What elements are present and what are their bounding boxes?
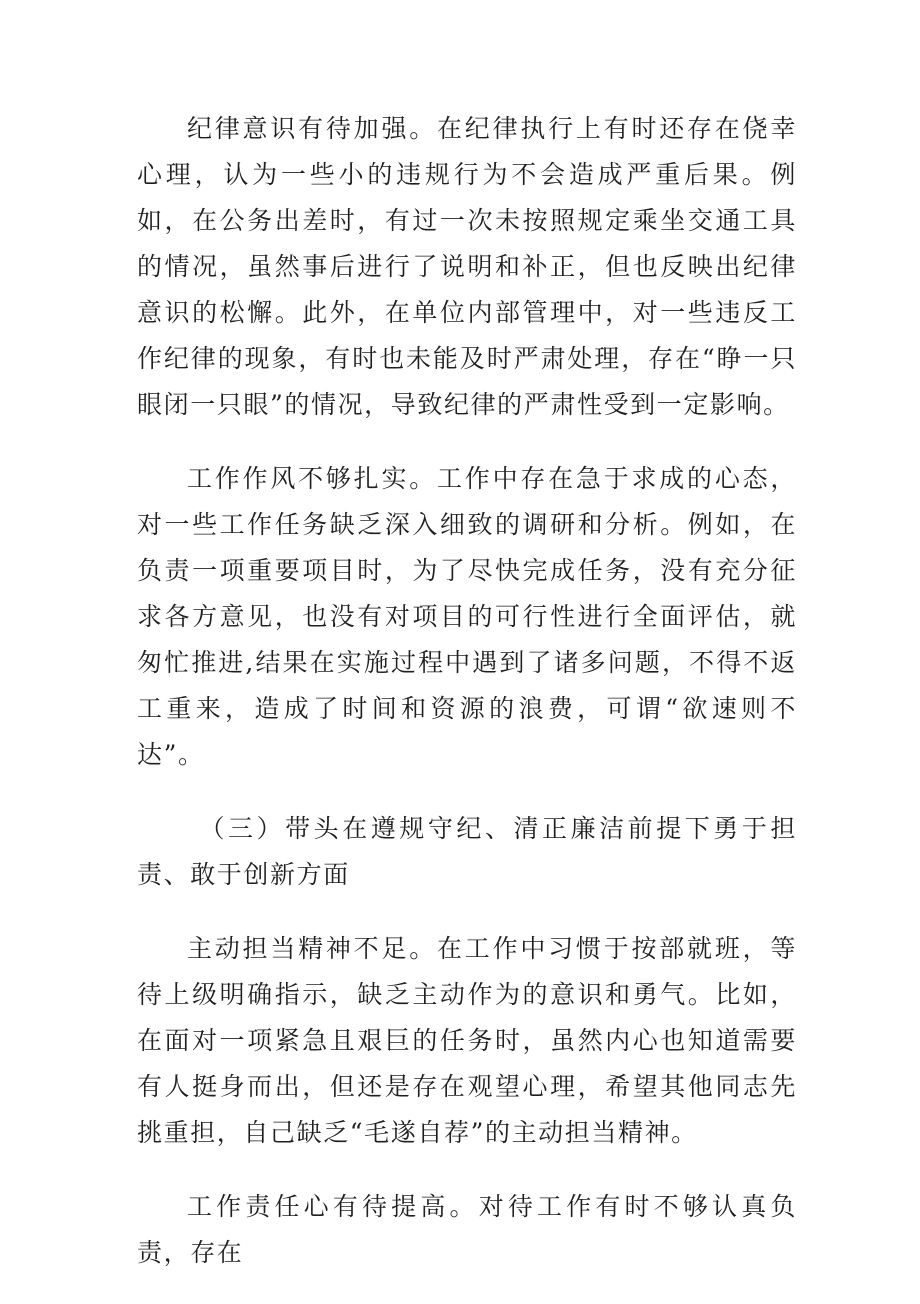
paragraph-initiative: 主动担当精神不足。在工作中习惯于按部就班，等待上级明确指示，缺乏主动作为的意识和勇气。比如，在面对一项紧急且艰巨的任务时，虽然内心也知道需要有人挺身而出，但还是存在观望心理，希望其他同志先挑重担，自己缺乏“毛遂自荐”的主动担当精神。	[137, 934, 797, 1147]
document-body	[137, 106, 797, 1304]
paragraph-work-style: 工作作风不够扎实。工作中存在急于求成的心态，对一些工作任务缺乏深入细致的调研和分析。例如，在负责一项重要项目时，为了尽快完成任务，没有充分征求各方意见，也没有对项目的可行性进行全面评估，就匆忙推进,结果在实施过程中遇到了诸多问题，不得不返工重来，造成了时间和资源的浪费，可谓“欲速则不达”。	[137, 464, 797, 769]
section-heading-three: （三）带头在遵规守纪、清正廉洁前提下勇于担责、敢于创新方面	[137, 814, 797, 889]
paragraph-responsibility: 工作责任心有待提高。对待工作有时不够认真负责，存在	[137, 1192, 797, 1267]
paragraph-discipline-awareness: 纪律意识有待加强。在纪律执行上有时还存在侥幸心理，认为一些小的违规行为不会造成严重后果。例如，在公务出差时，有过一次未按照规定乘坐交通工具的情况，虽然事后进行了说明和补正，但也反映出纪律意识的松懈。此外，在单位内部管理中，对一些违反工作纪律的现象，有时也未能及时严肃处理，存在“睁一只眼闭一只眼”的情况，导致纪律的严肃性受到一定影响。	[137, 114, 797, 419]
